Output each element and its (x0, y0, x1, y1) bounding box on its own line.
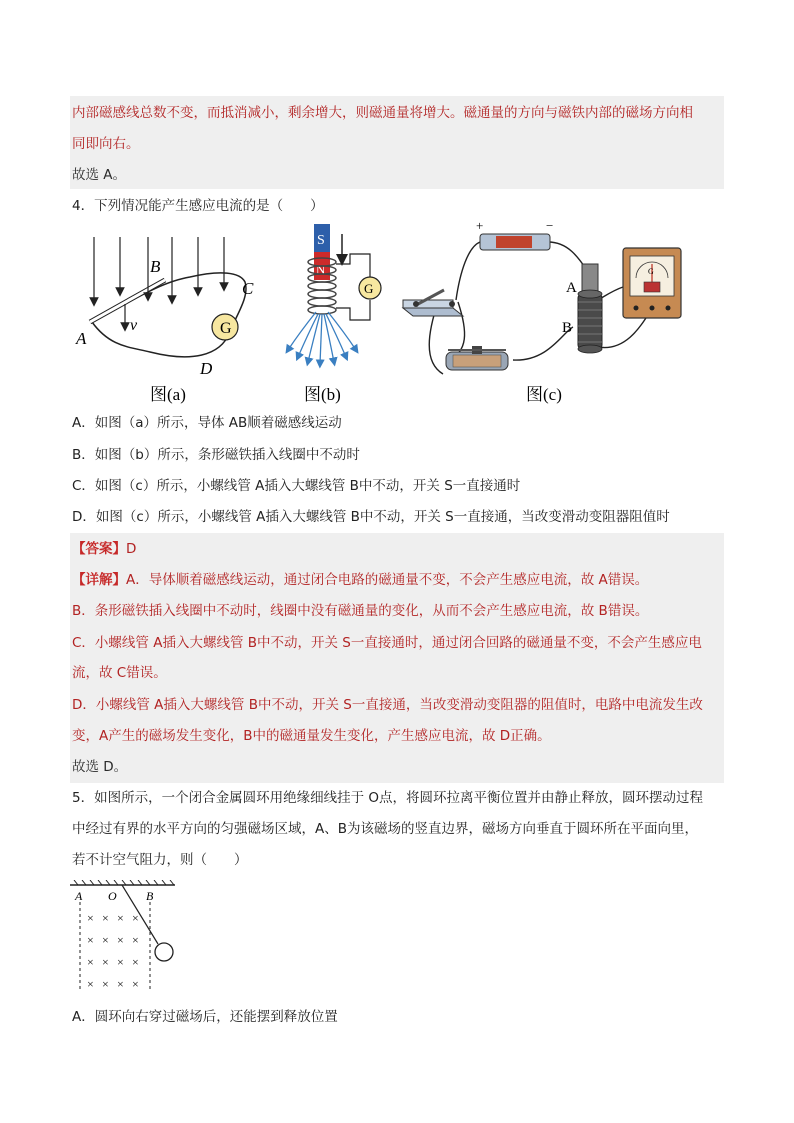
q4-detail-line-2: B．条形磁铁插入线圈中不动时，线圈中没有磁通量的变化，从而不会产生感应电流，故 B错误。 (72, 603, 649, 619)
point-c-label: C (242, 279, 254, 298)
galvanometer-label-a: G (220, 320, 232, 337)
magnetic-field-crosses (87, 911, 139, 991)
figure-a (70, 222, 280, 407)
previous-explanation-line-2: 同即向右。 (72, 136, 140, 152)
svg-text:×: × (132, 911, 139, 925)
previous-explanation-line-1: 内部磁感线总数不变，而抵消减小，剩余增大，则磁通量将增大。磁通量的方向与磁铁内部的磁场方向相 (72, 105, 693, 121)
q4-detail-line-6: 变，A产生的磁场发生变化，B中的磁通量发生变化，产生感应电流，故 D正确。 (72, 728, 551, 744)
figure-c (398, 212, 688, 412)
figure-q5-pendulum (70, 880, 190, 995)
q5-pivot-o-label: O (108, 889, 117, 903)
magnet-s-label: S (317, 233, 325, 248)
svg-text:×: × (117, 955, 124, 969)
svg-text:×: × (87, 977, 94, 991)
answer-label: 【答案】 (72, 541, 126, 557)
meter-g-label: G (648, 267, 654, 276)
q4-detail-line-4: 流，故 C错误。 (72, 665, 167, 681)
point-a-label: A (76, 329, 87, 348)
q4-conclusion: 故选 D。 (72, 759, 128, 775)
question-4-stem: 4．下列情况能产生感应电流的是（ ） (72, 198, 324, 214)
coil-b-label: B (562, 320, 573, 336)
battery-plus-label: + (476, 218, 484, 233)
q4-detail-line-5: D．小螺线管 A插入大螺线管 B中不动，开关 S一直接通，当改变滑动变阻器的阻值时，电路中电流发生改 (72, 697, 703, 713)
q4-answer-line (72, 540, 136, 558)
coil-a-label: A (566, 280, 577, 296)
svg-text:×: × (102, 977, 109, 991)
q4-detail-line-1 (72, 571, 648, 589)
q5-boundary-a-label: A (75, 889, 83, 903)
figure-b (280, 222, 395, 407)
q5-stem-line-3: 若不计空气阻力，则（ ） (72, 852, 248, 868)
q4-option-a: A．如图（a）所示，导体 AB顺着磁感线运动 (72, 415, 342, 431)
svg-text:×: × (117, 933, 124, 947)
figure-a-caption: 图(a) (150, 385, 186, 404)
q4-option-c: C．如图（c）所示，小螺线管 A插入大螺线管 B中不动，开关 S一直接通时 (72, 478, 521, 494)
svg-text:×: × (117, 911, 124, 925)
detail-label: 【详解】 (72, 572, 126, 588)
q4-option-b: B．如图（b）所示，条形磁铁插入线圈中不动时 (72, 447, 360, 463)
previous-conclusion: 故选 A。 (72, 167, 127, 183)
q5-option-a: A．圆环向右穿过磁场后，还能摆到释放位置 (72, 1009, 338, 1025)
svg-text:×: × (132, 977, 139, 991)
q5-stem-line-2: 中经过有界的水平方向的匀强磁场区域，A、B为该磁场的竖直边界，磁场方向垂直于圆环所在平面向里， (72, 821, 698, 837)
q5-stem-line-1: 5．如图所示，一个闭合金属圆环用绝缘细线挂于 O点，将圆环拉离平衡位置并由静止释放，圆环摆动过程 (72, 790, 704, 806)
magnet-n-label: N (316, 262, 326, 277)
detail-text-1: A．导体顺着磁感线运动，通过闭合电路的磁通量不变，不会产生感应电流，故 A错误。 (126, 572, 649, 588)
svg-text:×: × (102, 933, 109, 947)
point-d-label: D (200, 359, 213, 378)
q4-detail-line-3: C．小螺线管 A插入大螺线管 B中不动，开关 S一直接通时，通过闭合回路的磁通量不变，不会产生感应电 (72, 635, 702, 651)
battery-minus-label: − (546, 218, 554, 233)
velocity-label: v (130, 317, 138, 334)
point-b-label: B (150, 257, 161, 276)
svg-text:×: × (117, 977, 124, 991)
answer-value: D (126, 541, 137, 557)
q4-option-d: D．如图（c）所示，小螺线管 A插入大螺线管 B中不动，开关 S一直接通，当改变滑动变阻器阻值时 (72, 509, 670, 525)
svg-text:×: × (102, 955, 109, 969)
svg-text:×: × (87, 911, 94, 925)
figure-b-caption: 图(b) (304, 385, 341, 404)
svg-text:×: × (132, 955, 139, 969)
svg-text:×: × (102, 911, 109, 925)
galvanometer-label-b: G (364, 281, 374, 296)
figure-c-caption: 图(c) (526, 385, 562, 404)
svg-text:×: × (87, 955, 94, 969)
q5-boundary-b-label: B (146, 889, 154, 903)
svg-text:×: × (132, 933, 139, 947)
svg-text:×: × (87, 933, 94, 947)
